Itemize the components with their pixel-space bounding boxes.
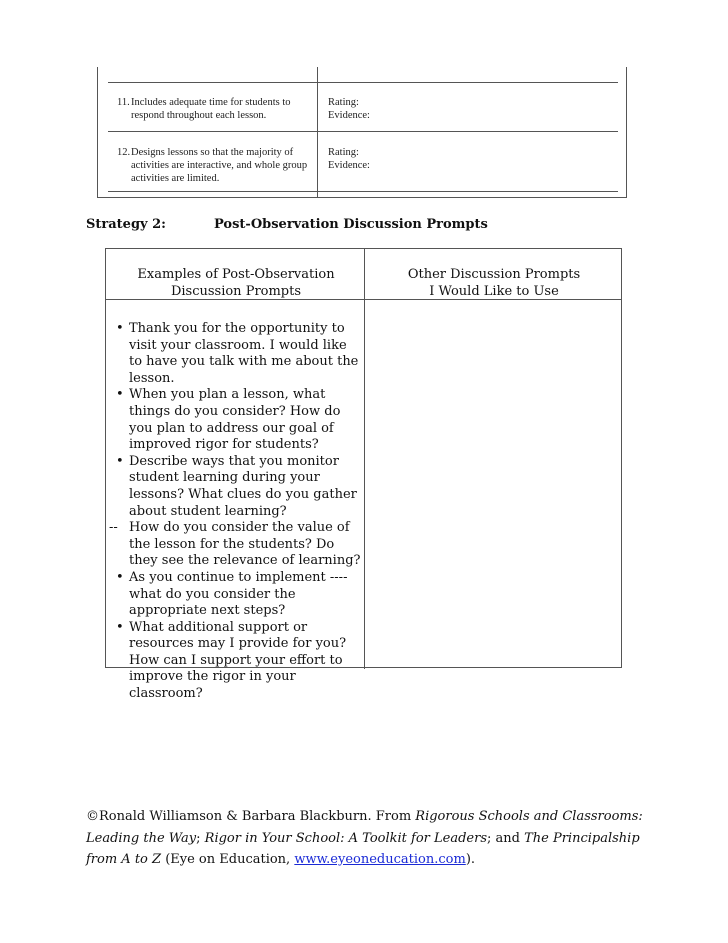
list-item xyxy=(112,570,362,620)
prompt-text: Describe ways that you monitor student learning during your lessons? What clues do you gather about student learning? xyxy=(129,453,357,519)
publisher-link[interactable]: www.eyeoneducation.com xyxy=(294,852,466,867)
copyright-footer xyxy=(86,806,646,871)
book-title-2: Rigor in Your School: A Toolkit for Leaders xyxy=(204,830,487,846)
list-item xyxy=(112,387,362,453)
criterion-text: Includes adequate time for students to respond throughout each lesson. xyxy=(131,97,291,121)
row-divider xyxy=(108,131,618,132)
rating-evidence-11 xyxy=(328,96,370,122)
list-item xyxy=(112,321,362,387)
list-item xyxy=(109,520,362,570)
book-title-3: The Principalship from A to Z xyxy=(86,830,640,867)
separator: ; and xyxy=(487,830,525,846)
bullet-marker: • xyxy=(116,453,124,469)
criterion-text: Designs lessons so that the majority of activities are interactive, and whole group activities are limited. xyxy=(131,147,308,184)
bullet-marker: • xyxy=(116,387,124,403)
row-divider xyxy=(108,191,618,192)
prompt-text: As you continue to implement ---- what do you consider the appropriate next steps? xyxy=(129,569,348,619)
prompt-text: How do you consider the value of the lesson for the students? Do they see the relevance of learning? xyxy=(129,520,361,569)
criterion-12 xyxy=(117,146,313,185)
column-divider xyxy=(364,249,365,669)
column-divider xyxy=(317,67,318,198)
criterion-number: 12. xyxy=(117,147,131,158)
evidence-label: Evidence: xyxy=(328,160,370,171)
criterion-11 xyxy=(117,96,313,122)
list-item xyxy=(112,454,362,520)
list-item xyxy=(112,620,362,703)
criterion-number: 11. xyxy=(117,97,130,108)
rubric-table xyxy=(97,67,627,198)
separator: ; xyxy=(196,830,205,846)
rating-label: Rating: xyxy=(328,97,359,108)
col2-header: Other Discussion Prompts I Would Like to Use xyxy=(407,267,581,299)
rating-label: Rating: xyxy=(328,147,359,158)
prompt-text: What additional support or resources may I provide for you? How can I support your effort to improve the rigor in your classroom? xyxy=(129,619,347,702)
book-title-1: Rigorous Schools and Classrooms: Leading the Way xyxy=(86,809,643,846)
discussion-prompts-table xyxy=(105,248,622,702)
prompt-list xyxy=(109,321,362,703)
strategy-label: Strategy 2: xyxy=(86,217,166,232)
bullet-marker: • xyxy=(116,619,124,635)
copyright-text: ©Ronald Williamson & Barbara Blackburn. From xyxy=(86,809,416,824)
bullet-marker: • xyxy=(116,569,124,585)
publisher-text: (Eye on Education, xyxy=(161,852,295,867)
prompt-text: Thank you for the opportunity to visit your classroom. I would like to have you talk with me about the lesson. xyxy=(129,321,359,386)
bullet-marker: • xyxy=(116,321,124,336)
dash-marker: -- xyxy=(109,520,118,536)
strategy-title: Post-Observation Discussion Prompts xyxy=(214,217,488,232)
evidence-label: Evidence: xyxy=(328,110,370,121)
closing-text: ). xyxy=(465,852,476,867)
rating-evidence-12 xyxy=(328,146,370,172)
row-divider xyxy=(108,82,618,83)
col1-header: Examples of Post-Observation Discussion Prompts xyxy=(137,267,335,299)
prompt-text: When you plan a lesson, what things do you consider? How do you plan to address our goal of improved rigor for students? xyxy=(129,387,341,453)
